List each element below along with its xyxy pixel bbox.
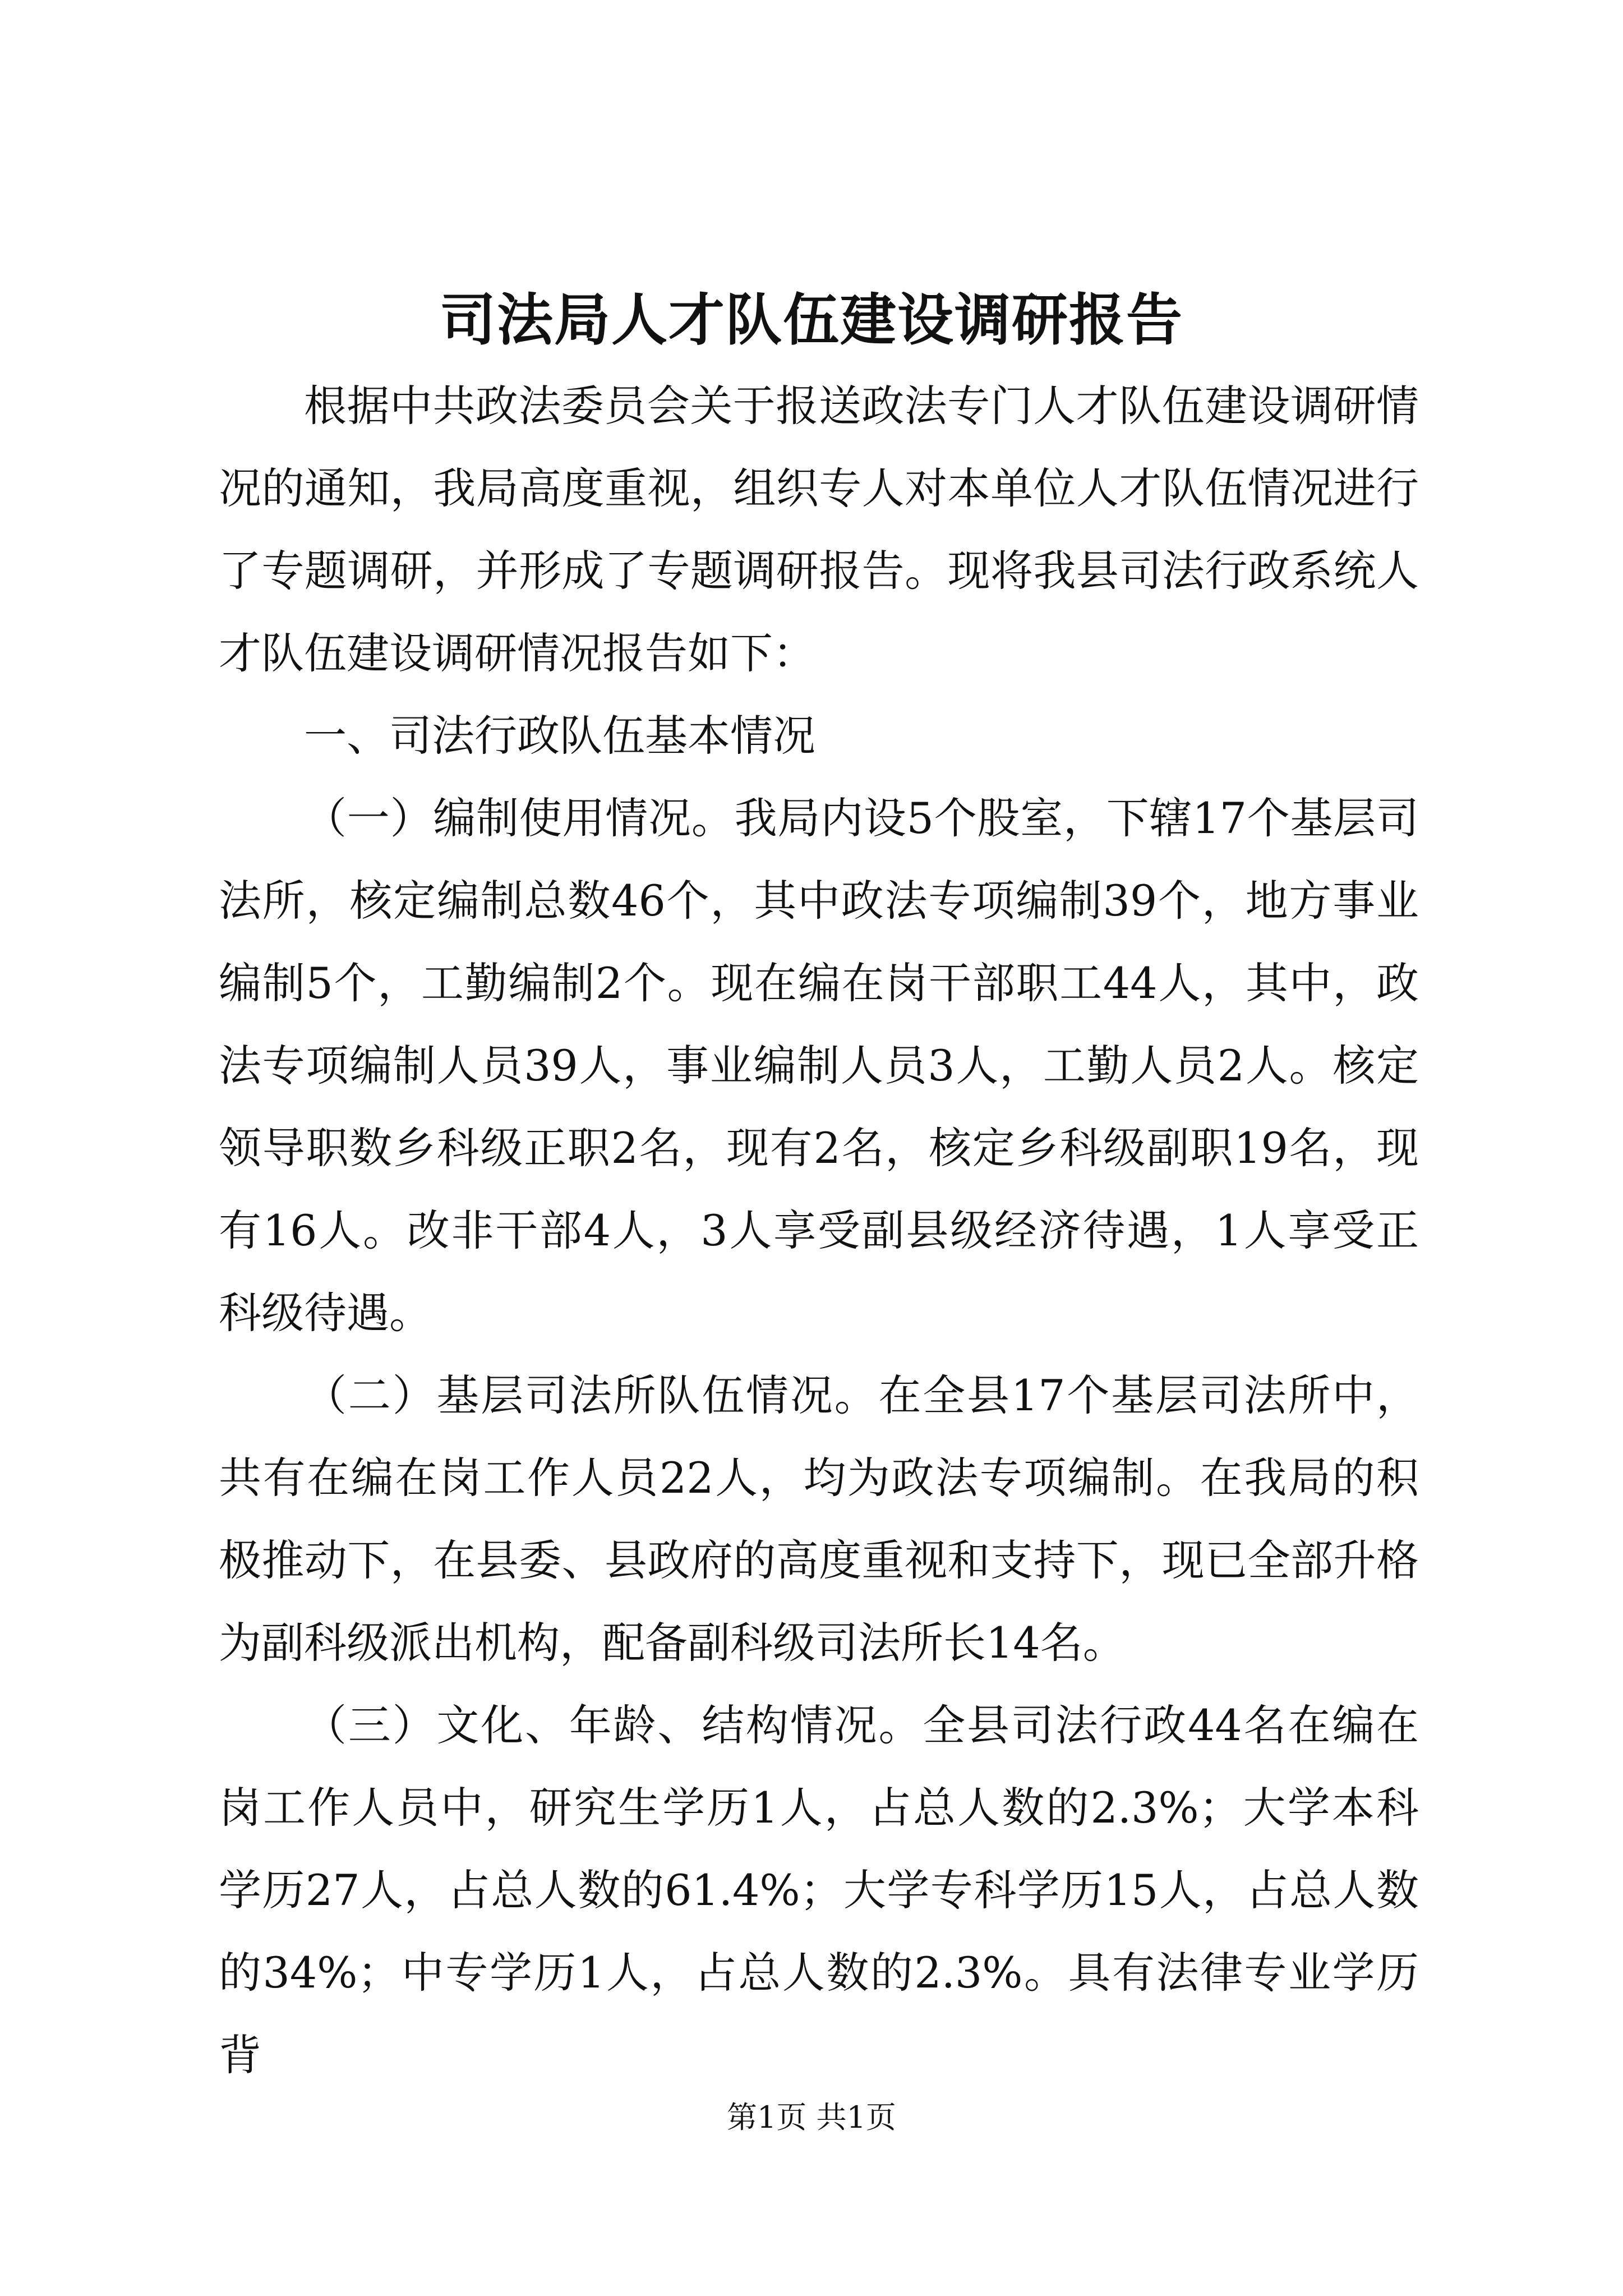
paragraph-structure: （三）文化、年龄、结构情况。全县司法行政44名在编在岗工作人员中，研究生学历1人，占总人数的2.3%；大学本科学历27人，占总人数的61.4%；大学专科学历15人，占总人数的34%；中专学历1人，占总人数的2.3%。具有法律专业学历背 [219, 1700, 1419, 2080]
document-title: 司法局人才队伍建设调研报告 [440, 287, 1183, 353]
paragraph-staffing: （一）编制使用情况。我局内设5个股室，下辖17个基层司法所，核定编制总数46个，其中政法专项编制39个，地方事业编制5个，工勤编制2个。现在编在岗干部职工44人，其中，政法专项编制人员39人，事业编制人员3人，工勤人员2人。核定领导职数乡科级正职2名，现有2名，核定乡科级副职19名，现有16人。改非干部4人，3人享受副县级经济待遇，1人享受正科级待遇。 [219, 793, 1419, 1338]
paragraph-intro: 根据中共政法委员会关于报送政法专门人才队伍建设调研情况的通知，我局高度重视，组织专人对本单位人才队伍情况进行了专题调研，并形成了专题调研报告。现将我县司法行政系统人才队伍建设调研情况报告如下： [219, 381, 1419, 678]
document-body [219, 365, 1419, 2096]
page-footer: 第1页 共1页 [727, 2100, 896, 2135]
paragraph-grassroots: （二）基层司法所队伍情况。在全县17个基层司法所中，共有在编在岗工作人员22人，均为政法专项编制。在我局的积极推动下，在县委、县政府的高度重视和支持下，现已全部升格为副科级派出机构，配备副科级司法所长14名。 [219, 1370, 1419, 1668]
section-heading-1: 一、司法行政队伍基本情况 [304, 711, 815, 761]
